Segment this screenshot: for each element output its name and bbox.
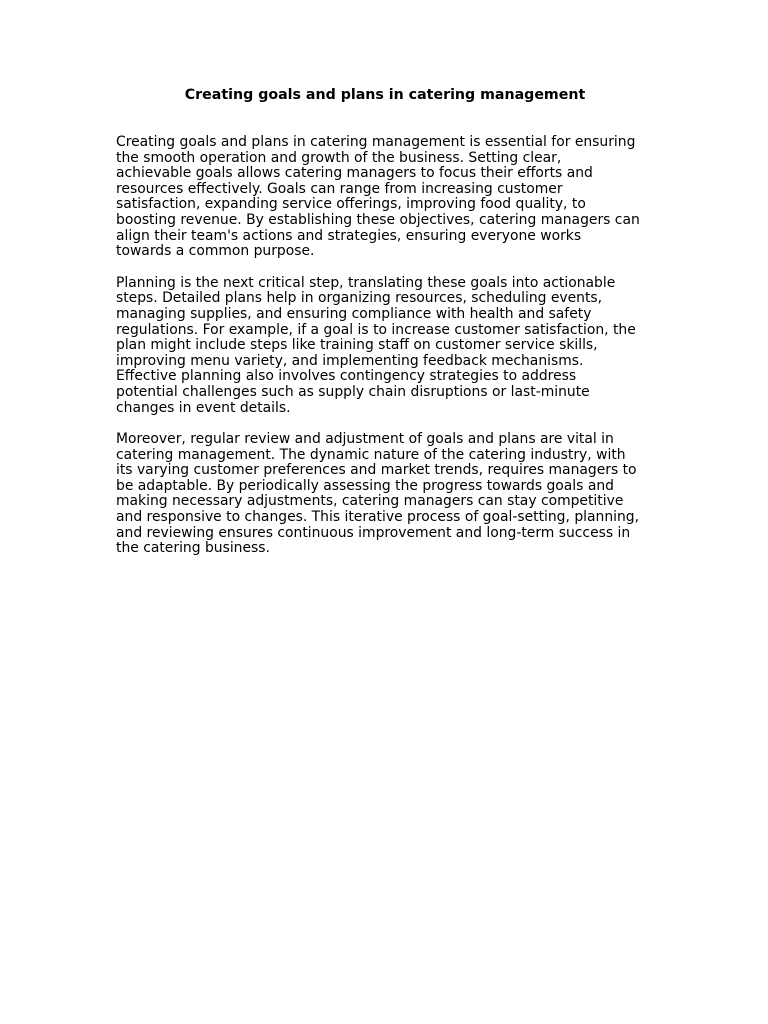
document-title: Creating goals and plans in catering management <box>184 87 586 103</box>
text-line: its varying customer preferences and market trends, requires managers to <box>116 462 637 479</box>
text-line: and reviewing ensures continuous improvement and long-term success in <box>116 524 631 541</box>
text-line: potential challenges such as supply chain disruptions or last-minute <box>116 383 590 400</box>
paragraph-2 <box>116 276 664 416</box>
text-line: achievable goals allows catering managers to focus their efforts and <box>116 165 593 182</box>
text-line: align their team's actions and strategies, ensuring everyone works <box>116 227 582 244</box>
text-line: plan might include steps like training staff on customer service skills, <box>116 337 598 354</box>
document-body <box>116 135 664 573</box>
text-line: Creating goals and plans in catering management is essential for ensuring <box>116 134 636 150</box>
text-line: regulations. For example, if a goal is to increase customer satisfaction, the <box>116 321 636 338</box>
paragraph-3 <box>116 432 664 557</box>
text-line: steps. Detailed plans help in organizing resources, scheduling events, <box>116 290 603 307</box>
text-line: boosting revenue. By establishing these objectives, catering managers can <box>116 211 640 228</box>
text-line: be adaptable. By periodically assessing the progress towards goals and <box>116 477 614 494</box>
text-line: the catering business. <box>116 540 270 557</box>
text-line: Effective planning also involves contingency strategies to address <box>116 368 577 385</box>
text-line: catering management. The dynamic nature of the catering industry, with <box>116 446 626 463</box>
text-line: the smooth operation and growth of the business. Setting clear, <box>116 149 562 166</box>
text-line: towards a common purpose. <box>116 243 315 260</box>
text-line: changes in event details. <box>116 399 291 416</box>
paragraph-1 <box>116 135 664 260</box>
text-line: and responsive to changes. This iterative process of goal-setting, planning, <box>116 509 640 526</box>
text-line: improving menu variety, and implementing feedback mechanisms. <box>116 352 584 369</box>
text-line: making necessary adjustments, catering managers can stay competitive <box>116 493 624 510</box>
text-line: Moreover, regular review and adjustment of goals and plans are vital in <box>116 431 614 448</box>
text-line: satisfaction, expanding service offerings, improving food quality, to <box>116 196 586 213</box>
text-line: Planning is the next critical step, translating these goals into actionable <box>116 274 616 291</box>
text-line: managing supplies, and ensuring compliance with health and safety <box>116 305 592 322</box>
text-line: resources effectively. Goals can range from increasing customer <box>116 180 563 197</box>
